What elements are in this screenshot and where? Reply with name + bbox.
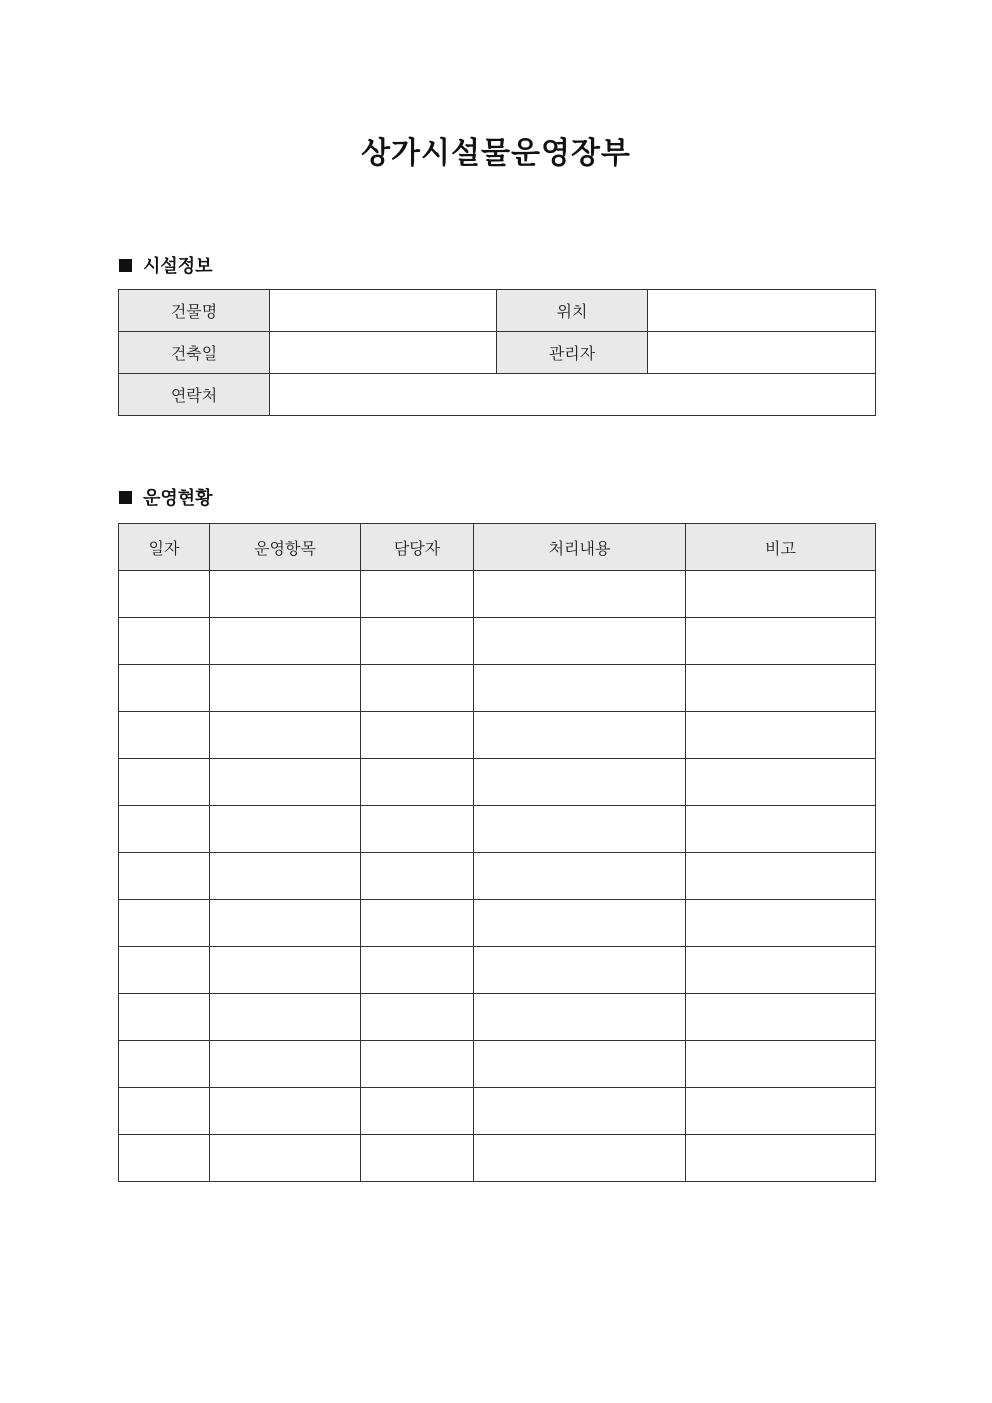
date-cell[interactable] [119,947,210,994]
table-row [119,759,876,806]
date-cell[interactable] [119,712,210,759]
date-cell[interactable] [119,900,210,947]
remarks-cell[interactable] [686,1041,876,1088]
operation-item-cell[interactable] [210,806,361,853]
processing-details-cell[interactable] [474,571,686,618]
person-in-charge-cell[interactable] [361,853,474,900]
processing-details-cell[interactable] [474,618,686,665]
operation-item-cell[interactable] [210,1088,361,1135]
processing-details-cell[interactable] [474,994,686,1041]
location-field[interactable] [648,290,876,332]
building-name-field[interactable] [270,290,497,332]
processing-details-cell[interactable] [474,1088,686,1135]
date-cell[interactable] [119,994,210,1041]
column-header-operation-item: 운영항목 [210,524,361,571]
person-in-charge-cell[interactable] [361,1041,474,1088]
date-cell[interactable] [119,571,210,618]
table-row [119,900,876,947]
remarks-cell[interactable] [686,618,876,665]
person-in-charge-cell[interactable] [361,759,474,806]
operation-item-cell[interactable] [210,759,361,806]
operation-item-cell[interactable] [210,665,361,712]
remarks-cell[interactable] [686,853,876,900]
person-in-charge-cell[interactable] [361,571,474,618]
person-in-charge-cell[interactable] [361,947,474,994]
column-header-date: 일자 [119,524,210,571]
table-row [119,947,876,994]
remarks-cell[interactable] [686,994,876,1041]
table-row [119,374,876,416]
operation-item-cell[interactable] [210,853,361,900]
operation-item-cell[interactable] [210,712,361,759]
date-cell[interactable] [119,853,210,900]
column-header-remarks: 비고 [686,524,876,571]
operation-status-table [118,523,876,1182]
processing-details-cell[interactable] [474,665,686,712]
facility-info-heading [119,254,213,276]
processing-details-cell[interactable] [474,1041,686,1088]
contact-field[interactable] [270,374,876,416]
processing-details-cell[interactable] [474,900,686,947]
person-in-charge-cell[interactable] [361,712,474,759]
date-cell[interactable] [119,1041,210,1088]
processing-details-cell[interactable] [474,947,686,994]
table-row [119,665,876,712]
column-header-processing-details: 처리내용 [474,524,686,571]
person-in-charge-cell[interactable] [361,1135,474,1182]
remarks-cell[interactable] [686,1135,876,1182]
person-in-charge-cell[interactable] [361,665,474,712]
date-cell[interactable] [119,759,210,806]
table-row [119,806,876,853]
date-cell[interactable] [119,1135,210,1182]
square-bullet-icon [119,491,132,504]
table-row [119,571,876,618]
construction-date-label: 건축일 [119,332,270,374]
date-cell[interactable] [119,806,210,853]
remarks-cell[interactable] [686,900,876,947]
person-in-charge-cell[interactable] [361,618,474,665]
operation-item-cell[interactable] [210,618,361,665]
manager-field[interactable] [648,332,876,374]
contact-label: 연락처 [119,374,270,416]
date-cell[interactable] [119,665,210,712]
column-header-person-in-charge: 담당자 [361,524,474,571]
operation-item-cell[interactable] [210,947,361,994]
person-in-charge-cell[interactable] [361,1088,474,1135]
person-in-charge-cell[interactable] [361,806,474,853]
square-bullet-icon [119,259,132,272]
date-cell[interactable] [119,618,210,665]
table-row [119,994,876,1041]
processing-details-cell[interactable] [474,712,686,759]
table-header-row [119,524,876,571]
processing-details-cell[interactable] [474,806,686,853]
facility-info-table [118,289,876,416]
page-title: 상가시설물운영장부 [361,136,631,171]
table-row [119,1135,876,1182]
operation-item-cell[interactable] [210,571,361,618]
remarks-cell[interactable] [686,947,876,994]
table-row [119,853,876,900]
table-row [119,290,876,332]
remarks-cell[interactable] [686,806,876,853]
remarks-cell[interactable] [686,759,876,806]
building-name-label: 건물명 [119,290,270,332]
operation-item-cell[interactable] [210,1041,361,1088]
remarks-cell[interactable] [686,665,876,712]
operation-status-heading-text: 운영현황 [143,488,213,509]
processing-details-cell[interactable] [474,853,686,900]
table-row [119,712,876,759]
table-row [119,618,876,665]
table-row [119,1041,876,1088]
operation-item-cell[interactable] [210,900,361,947]
processing-details-cell[interactable] [474,1135,686,1182]
remarks-cell[interactable] [686,571,876,618]
facility-info-heading-text: 시설정보 [143,256,213,277]
processing-details-cell[interactable] [474,759,686,806]
operation-status-heading [119,486,213,508]
location-label: 위치 [497,290,648,332]
date-cell[interactable] [119,1088,210,1135]
operation-item-cell[interactable] [210,1135,361,1182]
construction-date-field[interactable] [270,332,497,374]
remarks-cell[interactable] [686,712,876,759]
remarks-cell[interactable] [686,1088,876,1135]
manager-label: 관리자 [497,332,648,374]
person-in-charge-cell[interactable] [361,900,474,947]
person-in-charge-cell[interactable] [361,994,474,1041]
table-row [119,1088,876,1135]
operation-item-cell[interactable] [210,994,361,1041]
table-row [119,332,876,374]
